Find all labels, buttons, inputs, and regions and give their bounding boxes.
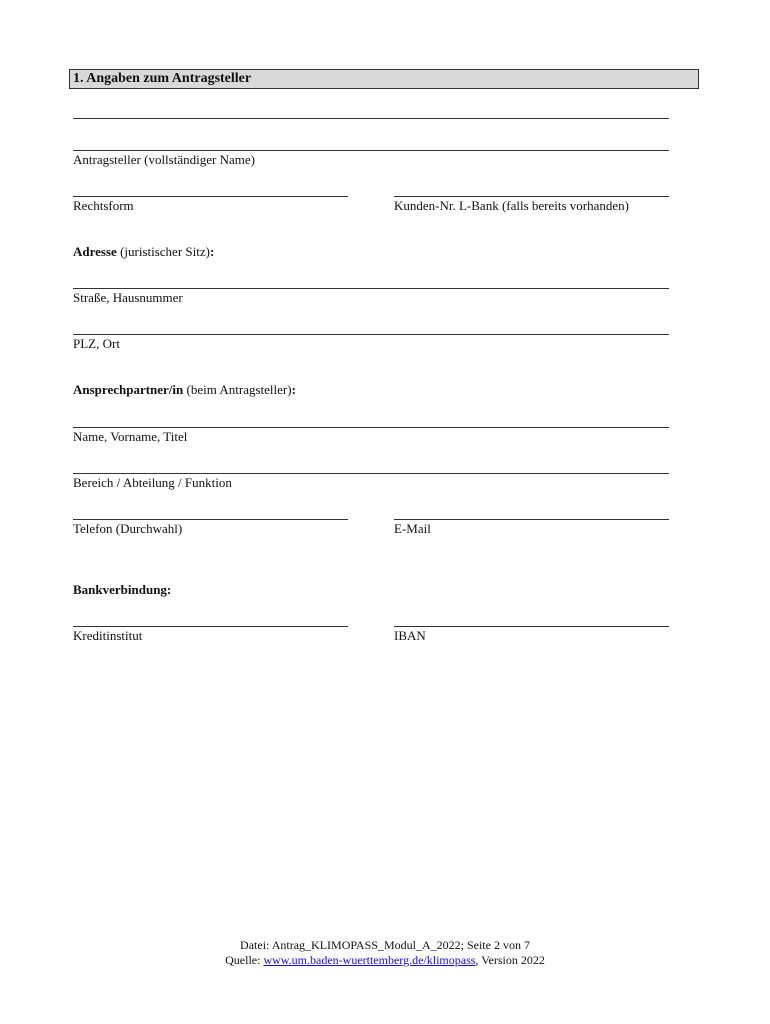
adresse-heading-colon: : xyxy=(209,244,215,259)
kunden-nr-label: Kunden-Nr. L-Bank (falls bereits vorhanden) xyxy=(394,198,630,213)
antragsteller-name-line-2[interactable] xyxy=(73,150,669,151)
iban-line[interactable] xyxy=(394,626,669,627)
name-vorname-titel-line[interactable] xyxy=(73,427,669,428)
kreditinstitut-line[interactable] xyxy=(73,626,348,627)
rechtsform-line[interactable] xyxy=(73,196,348,197)
ansprech-heading-bold: Ansprechpartner/in xyxy=(73,382,184,397)
footer-source-suffix: , Version 2022 xyxy=(475,953,545,967)
bereich-label: Bereich / Abteilung / Funktion xyxy=(73,475,232,490)
name-vorname-titel-label: Name, Vorname, Titel xyxy=(73,429,188,444)
plz-ort-line[interactable] xyxy=(73,334,669,335)
bankverbindung-heading xyxy=(73,582,171,598)
footer-source xyxy=(0,953,770,968)
bereich-line[interactable] xyxy=(73,473,669,474)
telefon-label: Telefon (Durchwahl) xyxy=(73,521,183,536)
ansprech-heading-colon: : xyxy=(291,382,296,397)
rechtsform-label: Rechtsform xyxy=(73,198,134,213)
kunden-nr-line[interactable] xyxy=(394,196,669,197)
footer-source-prefix: Quelle: xyxy=(225,953,264,967)
adresse-heading-bold: Adresse xyxy=(73,244,117,259)
bank-heading-bold: Bankverbindung: xyxy=(73,582,172,597)
adresse-heading xyxy=(73,244,214,260)
email-label: E-Mail xyxy=(394,521,431,536)
section-header: 1. Angaben zum Antragsteller xyxy=(69,69,699,89)
adresse-heading-normal: (juristischer Sitz) xyxy=(116,244,210,259)
footer-source-link[interactable]: www.um.baden-wuerttemberg.de/klimopass xyxy=(263,953,476,967)
strasse-label: Straße, Hausnummer xyxy=(73,290,183,305)
email-line[interactable] xyxy=(394,519,669,520)
plz-ort-label: PLZ, Ort xyxy=(73,336,120,351)
ansprechpartner-heading xyxy=(73,382,296,398)
telefon-line[interactable] xyxy=(73,519,348,520)
antragsteller-name-line-1[interactable] xyxy=(73,118,669,119)
footer-file-info: Datei: Antrag_KLIMOPASS_Modul_A_2022; Seite 2 von 7 xyxy=(240,938,530,952)
iban-label: IBAN xyxy=(394,628,426,643)
antragsteller-name-label: Antragsteller (vollständiger Name) xyxy=(73,152,255,167)
kreditinstitut-label: Kreditinstitut xyxy=(73,628,143,643)
ansprech-heading-normal: (beim Antragsteller) xyxy=(183,382,292,397)
strasse-line[interactable] xyxy=(73,288,669,289)
